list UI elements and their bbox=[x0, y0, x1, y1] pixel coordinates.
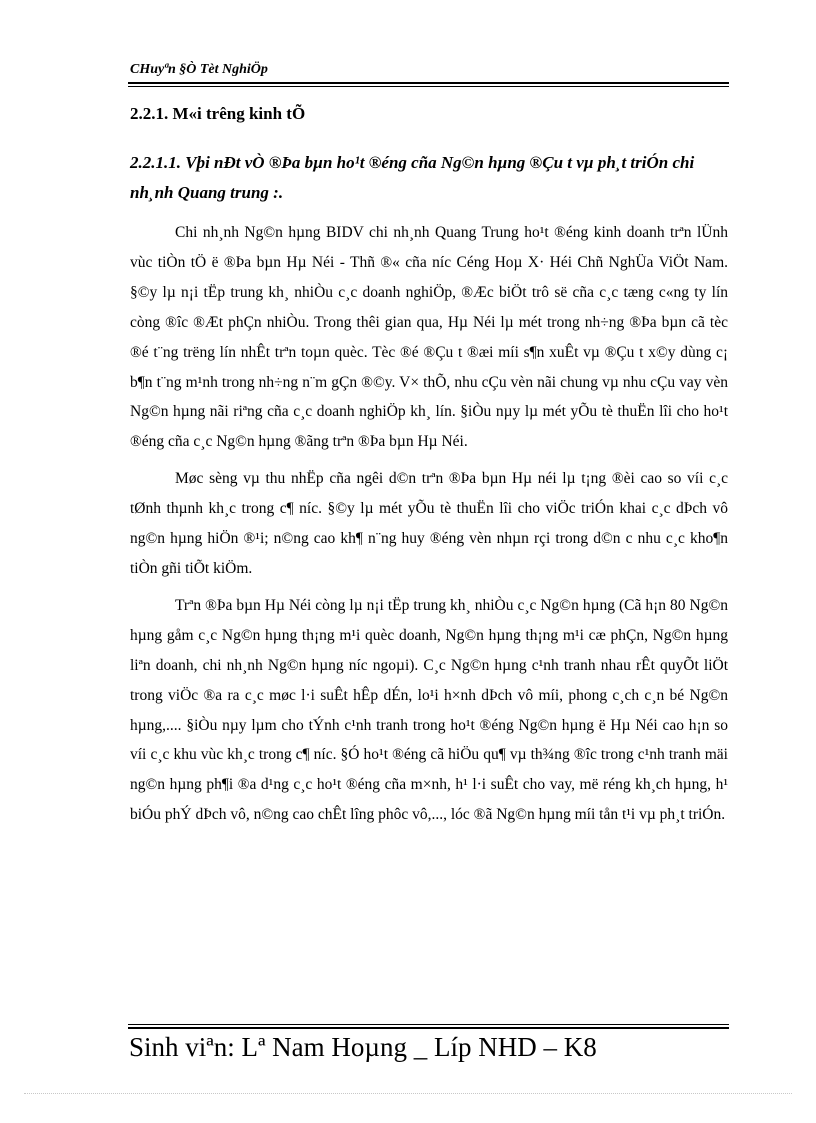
footer-rule-thin bbox=[128, 1024, 729, 1025]
running-header-title: CHuyªn §Ò Tèt NghiÖp bbox=[130, 62, 268, 77]
header-rule-thin bbox=[128, 86, 729, 87]
section-heading: 2.2.1. M«i trêng kinh tÕ bbox=[130, 104, 306, 123]
paragraph: Møc sèng vµ thu nhËp cña ngêi d©n trªn ®Þa bµn Hµ néi lµ t¡ng ®èi cao so víi c¸c tØnh thµnh kh¸c trong c¶ níc. §©y lµ mét yÕu tè thuËn lîi cho viÖc triÓn khai c¸c dÞch vô ng©n hµng hiÖn ®¹i; n©ng cao kh¶ n¨ng huy ®éng vèn nhµn rçi trong d©n c nhu c¸c kho¶n tiÒn gñi tiÕt kiÖm. bbox=[130, 470, 728, 577]
header-rule-thick bbox=[128, 82, 729, 84]
body-text bbox=[130, 218, 728, 837]
footer-student-info: Sinh viªn: Lª Nam Hoµng _ Líp NHD – K8 bbox=[129, 1032, 597, 1062]
footer-rule-thick bbox=[128, 1027, 729, 1029]
paragraph: Trªn ®Þa bµn Hµ Néi còng lµ n¡i tËp trung kh¸ nhiÒu c¸c Ng©n hµng (Cã h¡n 80 Ng©n hµng gåm c¸c Ng©n hµng th¡ng m¹i quèc doanh, Ng©n hµng th¡ng m¹i cæ phÇn, Ng©n hµng liªn doanh, chi nh¸nh Ng©n hµng níc ngoµi). C¸c Ng©n hµng c¹nh tranh nhau rÊt quyÕt liÖt trong viÖc ®a ra c¸c møc l·i suÊt hÊp dÉn, lo¹i h×nh dÞch vô míi, phong c¸ch c¸n bé Ng©n hµng,.... §iÒu nµy lµm cho tÝnh c¹nh tranh trong ho¹t ®éng Ng©n hµng ë Hµ Néi cao h¡n so víi c¸c khu vùc kh¸c trong c¶ níc. §Ó ho¹t ®éng cã hiÖu qu¶ vµ th¾ng ®îc trong c¹nh tranh mäi ng©n hµng ph¶i ®a d¹ng c¸c ho¹t ®éng cña m×nh, h¹ l·i suÊt cho vay, më réng kh¸ch hµng, h¹ biÓu phÝ dÞch vô, n©ng cao chÊt lîng phôc vô,..., lóc ®ã Ng©n hµng míi tån t¹i vµ ph¸t triÓn. bbox=[130, 596, 728, 824]
page-edge-divider bbox=[24, 1093, 792, 1094]
paragraph: Chi nh¸nh Ng©n hµng BIDV chi nh¸nh Quang Trung ho¹t ®éng kinh doanh trªn lÜnh vùc tiÒn tÖ ë ®Þa bµn Hµ Néi - Thñ ®« cña níc Céng Hoµ X· Héi Chñ NghÜa ViÖt Nam. §©y lµ n¡i tËp trung kh¸ nhiÒu c¸c doanh nghiÖp, ®Æc biÖt trô së cña c¸c tæng c«ng ty lín còng ®îc ®Æt phÇn nhiÒu. Trong thêi gian qua, Hµ Néi lµ mét trong nh÷ng ®Þa bµn cã tèc ®é t¨ng trëng lín nhÊt trªn toµn quèc. Tèc ®é ®Çu t ®æi míi s¶n xuÊt vµ ®Çu t x©y dùng c¡ b¶n t¨ng m¹nh trong nh÷ng n¨m gÇn ®©y. V× thÕ, nhu cÇu vèn nãi chung vµ nhu cÇu vay vèn Ng©n hµng nãi riªng cña c¸c doanh nghiÖp kh¸ lín. §iÒu nµy lµ mét yÕu tè thuËn lîi cho ho¹t ®éng cña c¸c Ng©n hµng ®ãng trªn ®Þa bµn Hµ Néi. bbox=[130, 224, 728, 451]
subsection-heading: 2.2.1.1. Vþi nÐt vÒ ®Þa bµn ho¹t ®éng cña Ng©n hµng ®Çu t vµ ph¸t triÓn chi nh¸nh Quang trung :. bbox=[130, 153, 695, 202]
